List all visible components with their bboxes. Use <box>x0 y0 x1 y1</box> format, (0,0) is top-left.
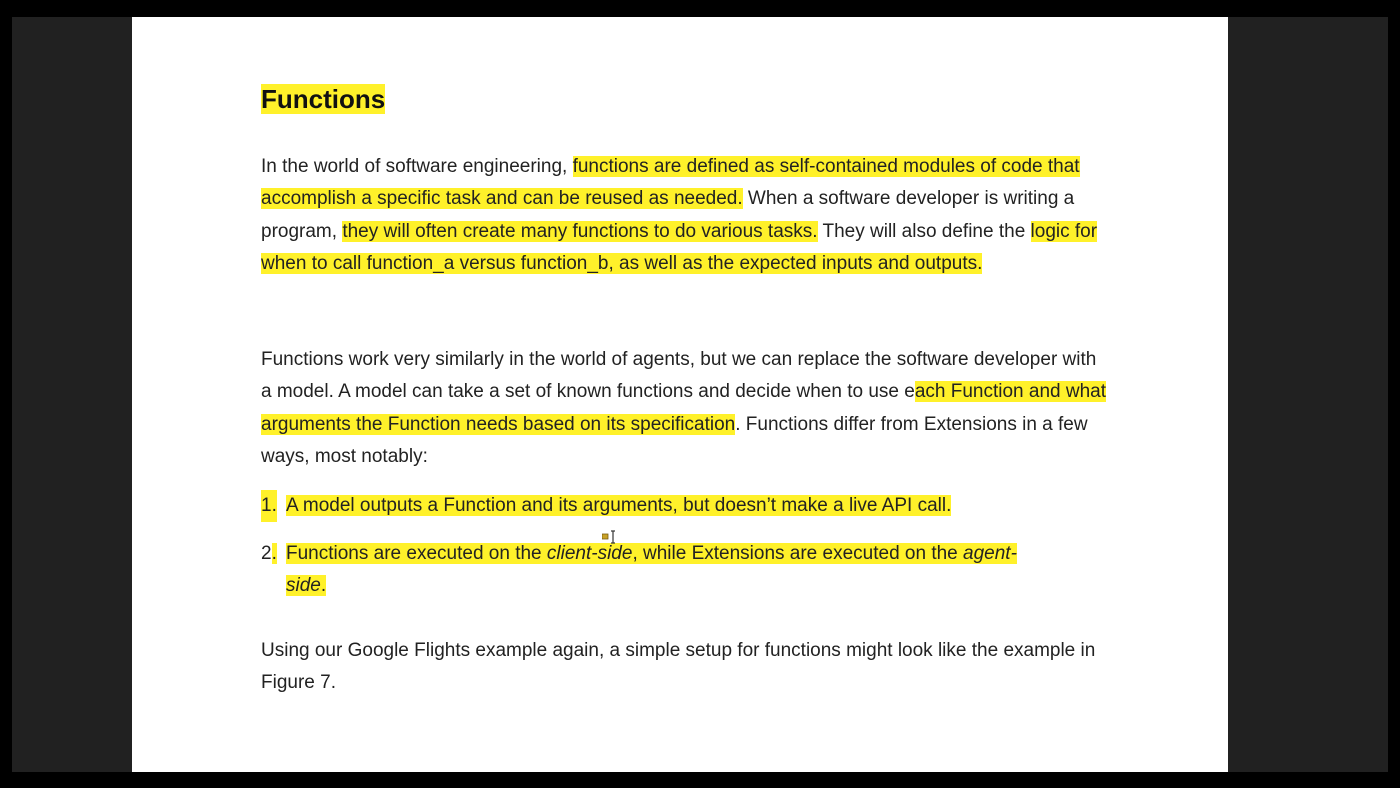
heading-highlight: Functions <box>261 84 386 114</box>
list-item-text: Functions are executed on the client-side, while Extensions are executed on the agent-side. <box>286 543 1017 597</box>
list-number: 2. <box>261 543 277 564</box>
section-heading <box>261 83 385 115</box>
paragraph-3: Using our Google Flights example again, a simple setup for functions might look like the example in Figure 7. <box>261 640 1096 694</box>
text-cursor-icon <box>602 529 618 545</box>
document-page <box>132 17 1228 772</box>
list-item-text: A model outputs a Function and its arguments, but doesn’t make a live API call. <box>286 495 952 516</box>
list-item <box>261 490 1041 522</box>
paragraph-1-text: When a software developer is writing a program, <box>261 188 1075 242</box>
paragraph-2 <box>261 344 1111 474</box>
paragraph-2-text: . Functions differ from Extensions in a few ways, most notably: <box>261 413 1088 468</box>
highlight-span: logic for when to call function_a versus function_b, as well as the expected inputs and outputs. <box>261 220 1098 275</box>
paragraph-2-text: Functions work very similarly in the world of agents, but we can replace the software developer with a model. A model can take a set of known functions and decide when to use e <box>261 349 1097 403</box>
highlight-span: ach Function and what arguments the Function needs based on its specification <box>261 381 1106 435</box>
highlight-span: functions are defined as self-contained modules of code that accomplish a specific task and can be reused as needed. <box>261 156 1080 210</box>
paragraph-1-text: In the world of software engineering, <box>261 156 573 177</box>
paragraph-1-text: They will also define the <box>817 220 1031 242</box>
paragraph-1 <box>261 151 1101 281</box>
highlight-span: they will often create many functions to do various tasks. <box>342 220 818 242</box>
list-item <box>261 538 1041 603</box>
list-number: 1. <box>261 490 277 522</box>
